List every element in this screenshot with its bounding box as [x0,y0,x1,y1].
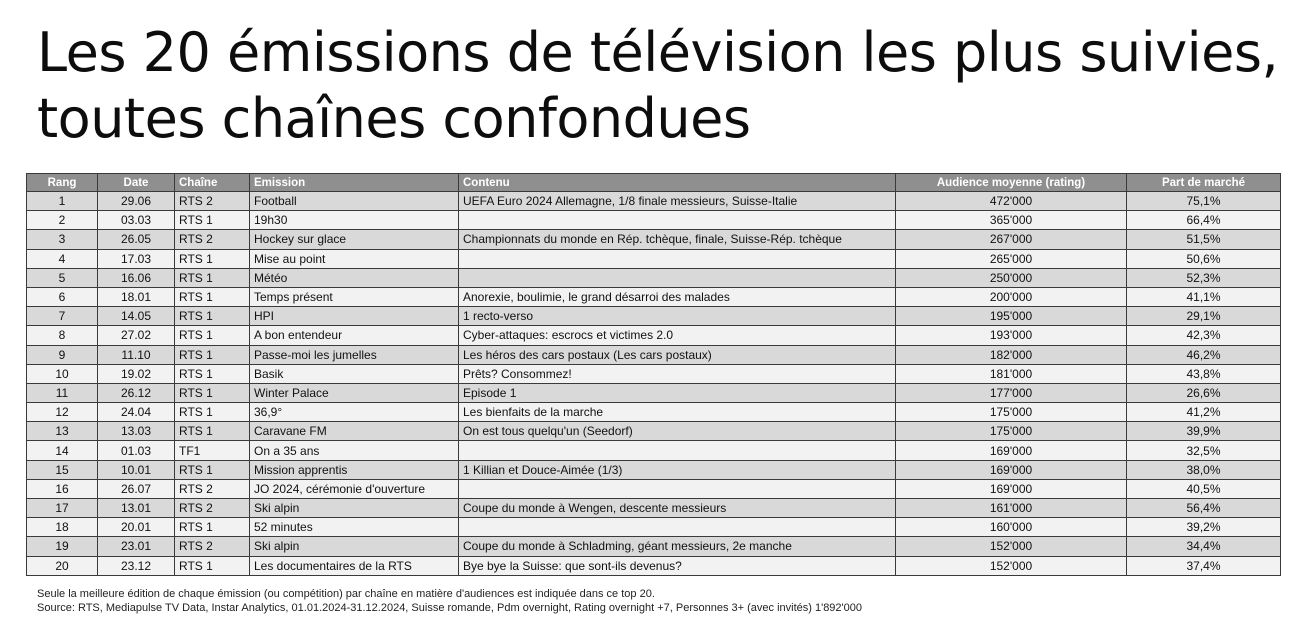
ratings-table [26,173,1281,576]
cell-date: 10.01 [98,460,175,479]
cell-contenu: Coupe du monde à Wengen, descente messieurs [459,499,896,518]
cell-emission: Mission apprentis [250,460,459,479]
cell-rang: 17 [27,499,98,518]
cell-contenu: On est tous quelqu'un (Seedorf) [459,422,896,441]
cell-rang: 6 [27,287,98,306]
cell-rang: 19 [27,537,98,556]
table-row [27,441,1281,460]
table-row [27,403,1281,422]
cell-date: 13.03 [98,422,175,441]
cell-date: 29.06 [98,192,175,211]
table-header-row [27,174,1281,192]
cell-emission: Basik [250,364,459,383]
cell-date: 01.03 [98,441,175,460]
cell-emission: Ski alpin [250,537,459,556]
cell-date: 24.04 [98,403,175,422]
cell-emission: Temps présent [250,287,459,306]
cell-chaine: RTS 1 [175,422,250,441]
cell-audience: 169'000 [896,479,1127,498]
cell-contenu: Bye bye la Suisse: que sont-ils devenus? [459,556,896,575]
cell-chaine: RTS 1 [175,287,250,306]
cell-audience: 177'000 [896,383,1127,402]
cell-audience: 181'000 [896,364,1127,383]
cell-chaine: RTS 1 [175,518,250,537]
table-row [27,230,1281,249]
cell-contenu: Anorexie, boulimie, le grand désarroi des malades [459,287,896,306]
table-row [27,192,1281,211]
cell-date: 23.01 [98,537,175,556]
cell-rang: 13 [27,422,98,441]
cell-audience: 267'000 [896,230,1127,249]
table-body [27,192,1281,576]
footnote-scope: Seule la meilleure édition de chaque émission (ou compétition) par chaîne en matière d'audiences est indiquée dans ce top 20. [37,588,655,600]
cell-date: 17.03 [98,249,175,268]
cell-date: 27.02 [98,326,175,345]
header-rang: Rang [27,174,98,192]
cell-audience: 182'000 [896,345,1127,364]
cell-contenu [459,211,896,230]
cell-audience: 160'000 [896,518,1127,537]
header-date: Date [98,174,175,192]
cell-chaine: TF1 [175,441,250,460]
cell-chaine: RTS 2 [175,479,250,498]
cell-part-de-marche: 41,1% [1127,287,1281,306]
cell-rang: 9 [27,345,98,364]
cell-chaine: RTS 1 [175,345,250,364]
cell-chaine: RTS 1 [175,211,250,230]
cell-date: 19.02 [98,364,175,383]
header-chaine: Chaîne [175,174,250,192]
cell-audience: 161'000 [896,499,1127,518]
cell-audience: 200'000 [896,287,1127,306]
table-row [27,364,1281,383]
cell-chaine: RTS 1 [175,403,250,422]
cell-rang: 7 [27,307,98,326]
cell-emission: Caravane FM [250,422,459,441]
cell-rang: 8 [27,326,98,345]
cell-chaine: RTS 1 [175,268,250,287]
cell-date: 11.10 [98,345,175,364]
cell-rang: 3 [27,230,98,249]
cell-part-de-marche: 66,4% [1127,211,1281,230]
cell-contenu [459,268,896,287]
cell-part-de-marche: 50,6% [1127,249,1281,268]
cell-contenu: Les bienfaits de la marche [459,403,896,422]
cell-part-de-marche: 26,6% [1127,383,1281,402]
cell-emission: Passe-moi les jumelles [250,345,459,364]
table-row [27,326,1281,345]
footnotes [37,587,862,615]
cell-chaine: RTS 2 [175,537,250,556]
cell-chaine: RTS 1 [175,460,250,479]
cell-emission: Météo [250,268,459,287]
cell-contenu: Championnats du monde en Rép. tchèque, finale, Suisse-Rép. tchèque [459,230,896,249]
cell-rang: 5 [27,268,98,287]
table-row [27,268,1281,287]
cell-audience: 265'000 [896,249,1127,268]
cell-emission: 36,9° [250,403,459,422]
footnote-source: Source: RTS, Mediapulse TV Data, Instar Analytics, 01.01.2024-31.12.2024, Suisse romande, Pdm overnight, Rating overnight +7, Personnes 3+ (avec invités) 1'892'000 [37,602,862,614]
cell-date: 18.01 [98,287,175,306]
cell-emission: Football [250,192,459,211]
cell-emission: Les documentaires de la RTS [250,556,459,575]
cell-emission: JO 2024, cérémonie d'ouverture [250,479,459,498]
cell-contenu [459,518,896,537]
cell-date: 16.06 [98,268,175,287]
table-row [27,518,1281,537]
cell-part-de-marche: 39,9% [1127,422,1281,441]
cell-chaine: RTS 1 [175,307,250,326]
cell-date: 23.12 [98,556,175,575]
table-row [27,499,1281,518]
cell-rang: 11 [27,383,98,402]
cell-rang: 20 [27,556,98,575]
cell-chaine: RTS 1 [175,364,250,383]
cell-contenu: 1 Killian et Douce-Aimée (1/3) [459,460,896,479]
table-row [27,479,1281,498]
cell-part-de-marche: 75,1% [1127,192,1281,211]
cell-date: 13.01 [98,499,175,518]
table-row [27,211,1281,230]
cell-audience: 169'000 [896,460,1127,479]
cell-date: 26.05 [98,230,175,249]
cell-contenu: 1 recto-verso [459,307,896,326]
cell-emission: Ski alpin [250,499,459,518]
cell-audience: 152'000 [896,556,1127,575]
cell-part-de-marche: 46,2% [1127,345,1281,364]
cell-emission: A bon entendeur [250,326,459,345]
cell-chaine: RTS 1 [175,556,250,575]
cell-contenu: Cyber-attaques: escrocs et victimes 2.0 [459,326,896,345]
cell-contenu: Prêts? Consommez! [459,364,896,383]
cell-contenu [459,249,896,268]
table-row [27,537,1281,556]
cell-emission: HPI [250,307,459,326]
cell-rang: 10 [27,364,98,383]
cell-part-de-marche: 56,4% [1127,499,1281,518]
cell-part-de-marche: 29,1% [1127,307,1281,326]
cell-chaine: RTS 2 [175,230,250,249]
cell-emission: 52 minutes [250,518,459,537]
cell-emission: Hockey sur glace [250,230,459,249]
table-row [27,383,1281,402]
header-contenu: Contenu [459,174,896,192]
cell-chaine: RTS 1 [175,249,250,268]
table-row [27,460,1281,479]
cell-contenu [459,441,896,460]
cell-rang: 1 [27,192,98,211]
cell-rang: 4 [27,249,98,268]
cell-audience: 472'000 [896,192,1127,211]
cell-part-de-marche: 37,4% [1127,556,1281,575]
cell-part-de-marche: 52,3% [1127,268,1281,287]
cell-chaine: RTS 1 [175,326,250,345]
cell-rang: 12 [27,403,98,422]
header-part-de-marche: Part de marché [1127,174,1281,192]
cell-emission: On a 35 ans [250,441,459,460]
page-title: Les 20 émissions de télévision les plus suivies, toutes chaînes confondues [37,21,1279,150]
cell-rang: 14 [27,441,98,460]
cell-rang: 18 [27,518,98,537]
table-row [27,422,1281,441]
cell-audience: 169'000 [896,441,1127,460]
cell-audience: 250'000 [896,268,1127,287]
cell-part-de-marche: 41,2% [1127,403,1281,422]
table-row [27,287,1281,306]
cell-rang: 15 [27,460,98,479]
cell-part-de-marche: 32,5% [1127,441,1281,460]
cell-emission: 19h30 [250,211,459,230]
cell-contenu: Episode 1 [459,383,896,402]
table-row [27,556,1281,575]
cell-chaine: RTS 2 [175,192,250,211]
cell-part-de-marche: 51,5% [1127,230,1281,249]
cell-contenu [459,479,896,498]
cell-part-de-marche: 34,4% [1127,537,1281,556]
table-row [27,307,1281,326]
cell-rang: 16 [27,479,98,498]
cell-audience: 193'000 [896,326,1127,345]
cell-part-de-marche: 38,0% [1127,460,1281,479]
cell-part-de-marche: 40,5% [1127,479,1281,498]
cell-date: 26.07 [98,479,175,498]
table-row [27,249,1281,268]
header-audience: Audience moyenne (rating) [896,174,1127,192]
cell-audience: 175'000 [896,422,1127,441]
table-row [27,345,1281,364]
cell-part-de-marche: 39,2% [1127,518,1281,537]
cell-date: 03.03 [98,211,175,230]
cell-contenu: Coupe du monde à Schladming, géant messieurs, 2e manche [459,537,896,556]
cell-audience: 175'000 [896,403,1127,422]
cell-contenu: UEFA Euro 2024 Allemagne, 1/8 finale messieurs, Suisse-Italie [459,192,896,211]
cell-audience: 365'000 [896,211,1127,230]
cell-chaine: RTS 2 [175,499,250,518]
cell-part-de-marche: 42,3% [1127,326,1281,345]
cell-contenu: Les héros des cars postaux (Les cars postaux) [459,345,896,364]
cell-date: 20.01 [98,518,175,537]
cell-audience: 195'000 [896,307,1127,326]
cell-part-de-marche: 43,8% [1127,364,1281,383]
cell-rang: 2 [27,211,98,230]
cell-emission: Winter Palace [250,383,459,402]
cell-date: 26.12 [98,383,175,402]
cell-date: 14.05 [98,307,175,326]
cell-chaine: RTS 1 [175,383,250,402]
cell-emission: Mise au point [250,249,459,268]
cell-audience: 152'000 [896,537,1127,556]
header-emission: Emission [250,174,459,192]
